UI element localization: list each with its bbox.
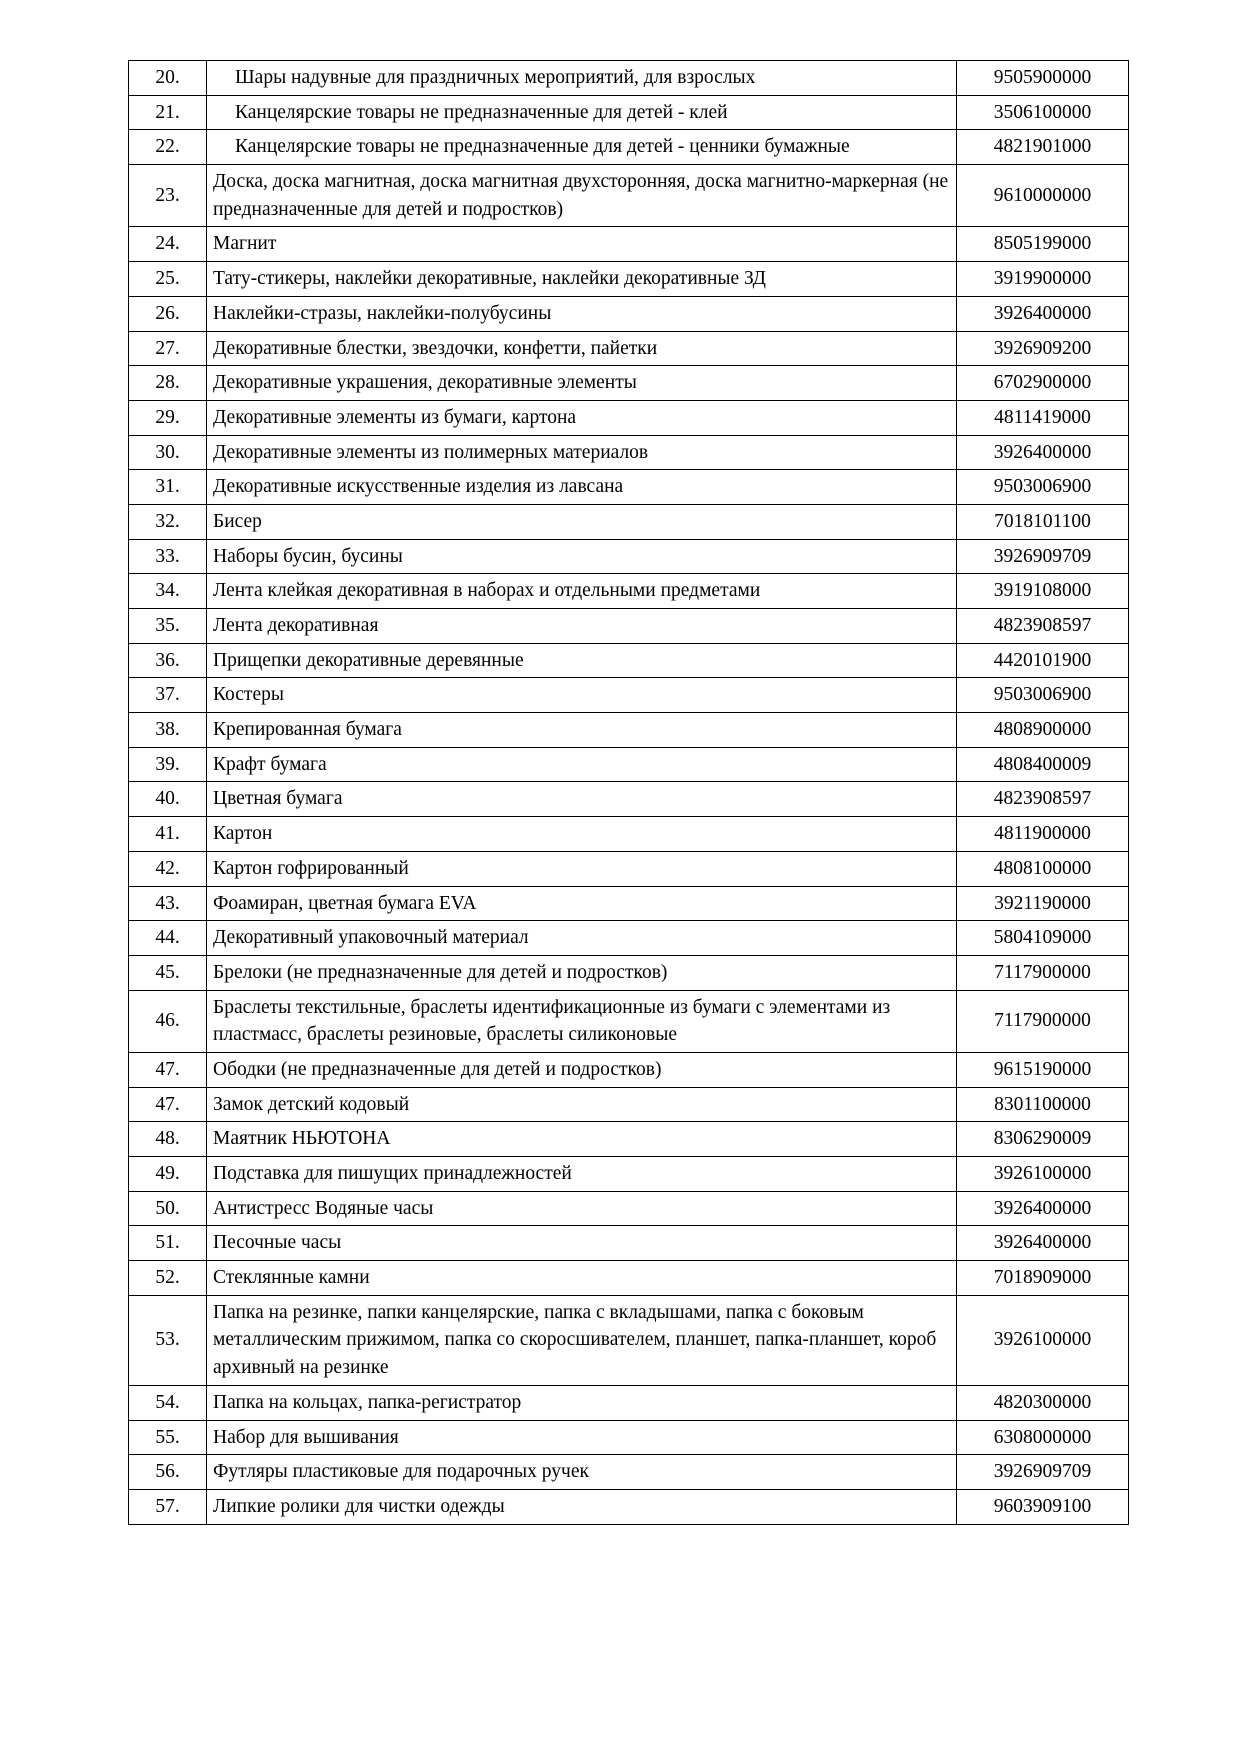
row-code: 4823908597 <box>957 782 1129 817</box>
table-row <box>129 1295 1129 1385</box>
row-number: 42. <box>129 851 207 886</box>
table-row <box>129 851 1129 886</box>
row-product-name: Крафт бумага <box>207 747 957 782</box>
table-row <box>129 1157 1129 1192</box>
row-code: 3926100000 <box>957 1295 1129 1385</box>
table-row <box>129 1420 1129 1455</box>
row-code: 4811900000 <box>957 817 1129 852</box>
row-product-name: Лента декоративная <box>207 609 957 644</box>
table-row <box>129 1191 1129 1226</box>
table-row <box>129 400 1129 435</box>
row-code: 9610000000 <box>957 165 1129 227</box>
table-row <box>129 990 1129 1052</box>
row-product-name: Лента клейкая декоративная в наборах и отдельными предметами <box>207 574 957 609</box>
row-number: 38. <box>129 713 207 748</box>
table-row <box>129 817 1129 852</box>
goods-table <box>128 60 1129 1525</box>
row-number: 33. <box>129 539 207 574</box>
table-row <box>129 165 1129 227</box>
row-number: 46. <box>129 990 207 1052</box>
row-product-name: Крепированная бумага <box>207 713 957 748</box>
table-row <box>129 61 1129 96</box>
table-row <box>129 1052 1129 1087</box>
row-code: 7117900000 <box>957 955 1129 990</box>
row-code: 3926400000 <box>957 1226 1129 1261</box>
row-number: 49. <box>129 1157 207 1192</box>
table-row <box>129 366 1129 401</box>
row-product-name: Канцелярские товары не предназначенные для детей - клей <box>207 95 957 130</box>
row-product-name: Доска, доска магнитная, доска магнитная двухсторонняя, доска магнитно-маркерная (не предназначенные для детей и подростков) <box>207 165 957 227</box>
table-row <box>129 1385 1129 1420</box>
row-code: 9503006900 <box>957 678 1129 713</box>
row-product-name: Фоамиран, цветная бумага EVA <box>207 886 957 921</box>
table-row <box>129 504 1129 539</box>
row-code: 9603909100 <box>957 1489 1129 1524</box>
row-code: 4420101900 <box>957 643 1129 678</box>
row-product-name: Декоративные искусственные изделия из лавсана <box>207 470 957 505</box>
row-number: 52. <box>129 1261 207 1296</box>
row-code: 4808400009 <box>957 747 1129 782</box>
row-code: 6308000000 <box>957 1420 1129 1455</box>
row-product-name: Подставка для пишущих принадлежностей <box>207 1157 957 1192</box>
table-row <box>129 1261 1129 1296</box>
row-product-name: Папка на кольцах, папка-регистратор <box>207 1385 957 1420</box>
table-row <box>129 1489 1129 1524</box>
row-code: 3926909709 <box>957 539 1129 574</box>
row-product-name: Стеклянные камни <box>207 1261 957 1296</box>
row-product-name: Декоративные элементы из полимерных материалов <box>207 435 957 470</box>
row-number: 35. <box>129 609 207 644</box>
table-row <box>129 886 1129 921</box>
row-code: 4811419000 <box>957 400 1129 435</box>
row-product-name: Тату-стикеры, наклейки декоративные, наклейки декоративные ЗД <box>207 262 957 297</box>
row-product-name: Ободки (не предназначенные для детей и подростков) <box>207 1052 957 1087</box>
table-row <box>129 921 1129 956</box>
row-product-name: Замок детский кодовый <box>207 1087 957 1122</box>
goods-table-body <box>129 61 1129 1525</box>
row-number: 50. <box>129 1191 207 1226</box>
row-product-name: Наборы бусин, бусины <box>207 539 957 574</box>
row-number: 47. <box>129 1052 207 1087</box>
row-number: 55. <box>129 1420 207 1455</box>
row-number: 23. <box>129 165 207 227</box>
row-code: 8505199000 <box>957 227 1129 262</box>
row-code: 8301100000 <box>957 1087 1129 1122</box>
row-number: 40. <box>129 782 207 817</box>
row-number: 45. <box>129 955 207 990</box>
table-row <box>129 296 1129 331</box>
row-number: 47. <box>129 1087 207 1122</box>
table-row <box>129 574 1129 609</box>
row-product-name: Шары надувные для праздничных мероприятий, для взрослых <box>207 61 957 96</box>
row-product-name: Прищепки декоративные деревянные <box>207 643 957 678</box>
row-product-name: Декоративные элементы из бумаги, картона <box>207 400 957 435</box>
row-number: 51. <box>129 1226 207 1261</box>
row-product-name: Канцелярские товары не предназначенные для детей - ценники бумажные <box>207 130 957 165</box>
row-number: 53. <box>129 1295 207 1385</box>
row-code: 3926400000 <box>957 435 1129 470</box>
row-number: 28. <box>129 366 207 401</box>
row-number: 57. <box>129 1489 207 1524</box>
row-number: 24. <box>129 227 207 262</box>
row-number: 27. <box>129 331 207 366</box>
row-product-name: Набор для вышивания <box>207 1420 957 1455</box>
row-number: 34. <box>129 574 207 609</box>
table-row <box>129 678 1129 713</box>
row-number: 56. <box>129 1455 207 1490</box>
row-code: 3926400000 <box>957 296 1129 331</box>
row-number: 37. <box>129 678 207 713</box>
table-row <box>129 1122 1129 1157</box>
table-row <box>129 95 1129 130</box>
row-number: 21. <box>129 95 207 130</box>
row-product-name: Наклейки-стразы, наклейки-полубусины <box>207 296 957 331</box>
row-product-name: Антистресс Водяные часы <box>207 1191 957 1226</box>
row-code: 4808100000 <box>957 851 1129 886</box>
table-row <box>129 782 1129 817</box>
row-code: 7117900000 <box>957 990 1129 1052</box>
table-row <box>129 331 1129 366</box>
row-code: 3919108000 <box>957 574 1129 609</box>
row-code: 3506100000 <box>957 95 1129 130</box>
row-product-name: Декоративный упаковочный материал <box>207 921 957 956</box>
row-number: 30. <box>129 435 207 470</box>
table-row <box>129 643 1129 678</box>
row-code: 5804109000 <box>957 921 1129 956</box>
row-code: 4821901000 <box>957 130 1129 165</box>
row-code: 3926909200 <box>957 331 1129 366</box>
table-row <box>129 609 1129 644</box>
table-row <box>129 1455 1129 1490</box>
row-number: 44. <box>129 921 207 956</box>
row-code: 8306290009 <box>957 1122 1129 1157</box>
row-number: 32. <box>129 504 207 539</box>
row-product-name: Декоративные блестки, звездочки, конфетти, пайетки <box>207 331 957 366</box>
row-product-name: Декоративные украшения, декоративные элементы <box>207 366 957 401</box>
row-code: 4823908597 <box>957 609 1129 644</box>
row-number: 41. <box>129 817 207 852</box>
row-number: 48. <box>129 1122 207 1157</box>
row-product-name: Магнит <box>207 227 957 262</box>
row-code: 4808900000 <box>957 713 1129 748</box>
row-product-name: Футляры пластиковые для подарочных ручек <box>207 1455 957 1490</box>
row-number: 20. <box>129 61 207 96</box>
table-row <box>129 262 1129 297</box>
row-code: 9505900000 <box>957 61 1129 96</box>
row-product-name: Картон <box>207 817 957 852</box>
row-product-name: Костеры <box>207 678 957 713</box>
row-product-name: Браслеты текстильные, браслеты идентификационные из бумаги с элементами из пластмасс, браслеты резиновые, браслеты силиконовые <box>207 990 957 1052</box>
table-row <box>129 227 1129 262</box>
row-product-name: Папка на резинке, папки канцелярские, папка с вкладышами, папка с боковым металлическим прижимом, папка со скоросшивателем, планшет, папка-планшет, короб архивный на резинке <box>207 1295 957 1385</box>
row-code: 7018909000 <box>957 1261 1129 1296</box>
row-code: 3921190000 <box>957 886 1129 921</box>
row-code: 9503006900 <box>957 470 1129 505</box>
row-code: 3926909709 <box>957 1455 1129 1490</box>
row-code: 4820300000 <box>957 1385 1129 1420</box>
row-number: 36. <box>129 643 207 678</box>
table-row <box>129 130 1129 165</box>
row-number: 54. <box>129 1385 207 1420</box>
table-row <box>129 470 1129 505</box>
row-number: 29. <box>129 400 207 435</box>
row-code: 3926100000 <box>957 1157 1129 1192</box>
row-product-name: Песочные часы <box>207 1226 957 1261</box>
table-row <box>129 1226 1129 1261</box>
table-row <box>129 1087 1129 1122</box>
row-number: 26. <box>129 296 207 331</box>
row-code: 3926400000 <box>957 1191 1129 1226</box>
row-code: 7018101100 <box>957 504 1129 539</box>
row-product-name: Липкие ролики для чистки одежды <box>207 1489 957 1524</box>
row-product-name: Брелоки (не предназначенные для детей и подростков) <box>207 955 957 990</box>
table-row <box>129 435 1129 470</box>
table-row <box>129 955 1129 990</box>
row-number: 31. <box>129 470 207 505</box>
row-product-name: Бисер <box>207 504 957 539</box>
row-number: 25. <box>129 262 207 297</box>
table-row <box>129 713 1129 748</box>
row-product-name: Картон гофрированный <box>207 851 957 886</box>
row-number: 22. <box>129 130 207 165</box>
table-row <box>129 747 1129 782</box>
row-code: 9615190000 <box>957 1052 1129 1087</box>
row-product-name: Цветная бумага <box>207 782 957 817</box>
row-number: 39. <box>129 747 207 782</box>
row-code: 3919900000 <box>957 262 1129 297</box>
row-code: 6702900000 <box>957 366 1129 401</box>
table-row <box>129 539 1129 574</box>
row-product-name: Маятник НЬЮТОНА <box>207 1122 957 1157</box>
row-number: 43. <box>129 886 207 921</box>
